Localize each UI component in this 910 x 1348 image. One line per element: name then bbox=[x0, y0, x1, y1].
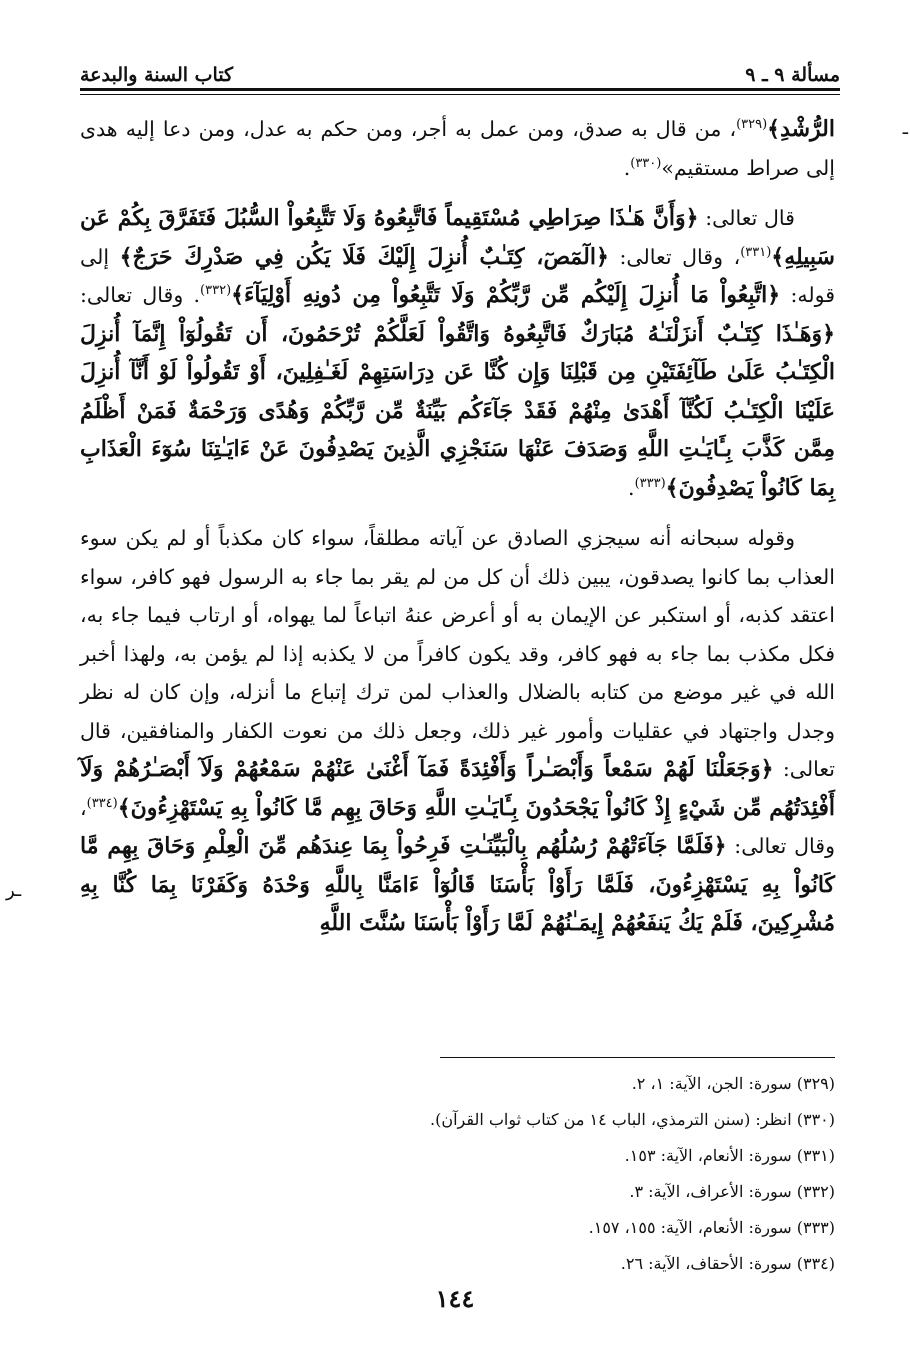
margin-mark: ـر bbox=[6, 880, 22, 901]
text-run: . وقال تعالى: bbox=[80, 283, 201, 307]
running-header bbox=[80, 52, 840, 86]
quran-quote: ﴿الٓمٓصٓ، كِتَـٰبٌ أُنزِلَ إِلَيْكَ فَلَا يَكُن فِي صَدْرِكَ حَرَجٌ﴾ bbox=[119, 243, 609, 270]
paragraph bbox=[80, 519, 835, 943]
footnotes bbox=[80, 1066, 835, 1282]
page-number: ١٤٤ bbox=[435, 1284, 475, 1313]
header-rule-thick bbox=[80, 88, 840, 91]
quran-quote: الرُّشْدِ﴾ bbox=[767, 116, 835, 142]
text-run: ، وقال تعالى: bbox=[608, 244, 741, 269]
quran-quote: ﴿وَأَنَّ هَـٰذَا صِرَاطِي مُسْتَقِيماً فَاتَّبِعُوهُ وَلَا تَتَّبِعُواْ السُّبُلَ فَتَفَرَّقَ بِكُمْ عَن سَبِيلِهِ﴾ bbox=[80, 205, 835, 270]
paragraph bbox=[80, 199, 835, 507]
paragraph bbox=[80, 110, 835, 187]
footnote-333: (٣٣٣) سورة: الأنعام، الآية: ١٥٥، ١٥٧. bbox=[588, 1218, 835, 1237]
margin-mark: ـ bbox=[902, 118, 908, 139]
footnote-332: (٣٣٢) سورة: الأعراف، الآية: ٣. bbox=[629, 1182, 835, 1201]
quran-quote: ﴿وَهَـٰذَا كِتَـٰبٌ أَنزَلْنَـٰهُ مُبَارَكٌ فَاتَّبِعُوهُ وَاتَّقُواْ لَعَلَّكُمْ تُرْحَمُونَ، أَن تَقُولُوٓاْ إِنَّمَآ أُنزِلَ الْكِتَـٰبُ عَلَىٰ طَآئِفَتَيْنِ مِن قَبْلِنَا وَإِن كُنَّا عَن دِرَاسَتِهِمْ لَغَـٰفِلِينَ، أَوْ تَقُولُواْ لَوْ أَنَّآ أُنزِلَ عَلَيْنَا الْكِتَـٰبُ لَكُنَّآ أَهْدَىٰ مِنْهُمْ فَقَدْ جَآءَكُم بَيِّنَةٌ مِّن رَّبِّكُمْ وَهُدًى وَرَحْمَةٌ فَمَنْ أَظْلَمُ مِمَّن كَذَّبَ بِـَٔايَـٰتِ اللَّهِ وَصَدَفَ عَنْهَا سَنَجْزِي الَّذِينَ يَصْدِفُونَ عَنْ ءَايَـٰتِنَا سُوٓءَ الْعَذَابِ بِمَا كَانُواْ يَصْدِفُونَ﴾ bbox=[80, 320, 835, 501]
text-run: قال تعالى: bbox=[698, 206, 795, 230]
book-title: كتاب السنة والبدعة bbox=[80, 64, 234, 86]
footnote-separator bbox=[440, 1057, 835, 1058]
text-run: ، من قال به صدق، ومن عمل به أجر، ومن حكم به عدل، ومن دعا إليه هدى إلى صراط مستقيم» bbox=[80, 117, 835, 180]
text-run: وقوله سبحانه أنه سيجزي الصادق عن آياته مطلقاً، سواء كان مكذباً أو لم يكن سوء العذاب بما كانوا يصدقون، يبين ذلك أن كل من لم يقر بما جاء به الرسول فهو كافر، سواء اعتقد كذبه، أو استكبر عن الإيمان به أو أعرض عنهُ اتباعاً لما يهواه، أو ارتاب فيما جاء به، فكل مكذب بما جاء به فهو كافر، وقد يكون كافراً من لا يكذبه إذا لم يؤمن به، ولهذا أخبر الله في غير موضع من كتابه بالضلال والعذاب لمن ترك إتباع ما أنزله، وإن كان له نظر وجدل واجتهاد في عقليات وأمور غير ذلك، وجعل ذلك من نعوت الكفار والمنافقين، قال تعالى: bbox=[80, 526, 835, 781]
text-run: . bbox=[623, 155, 631, 180]
header-rule-thin bbox=[80, 94, 840, 95]
quran-quote: ﴿اتَّبِعُواْ مَا أُنزِلَ إِلَيْكُم مِّن رَّبِّكُمْ وَلَا تَتَّبِعُواْ مِن دُونِهِ أَوْلِيَآءَ﴾ bbox=[231, 282, 781, 308]
quran-quote: ﴿وَجَعَلْنَا لَهُمْ سَمْعاً وَأَبْصَـٰراً وَأَفْئِدَةً فَمَآ أَغْنَىٰ عَنْهُمْ سَمْعُهُمْ وَلَآ أَبْصَـٰرُهُمْ وَلَآ أَفْئِدَتُهُم مِّن شَيْءٍ إِذْ كَانُواْ يَجْحَدُونَ بِـَٔايَـٰتِ اللَّهِ وَحَاقَ بِهِم مَّا كَانُواْ بِهِ يَسْتَهْزِءُونَ﴾ bbox=[80, 756, 835, 821]
footnote-ref: (٣٣٣) bbox=[634, 475, 666, 491]
quran-quote: ﴿فَلَمَّا جَآءَتْهُمْ رُسُلُهُم بِالْبَيِّنَـٰتِ فَرِحُواْ بِمَا عِندَهُم مِّنَ الْعِلْمِ وَحَاقَ بِهِم مَّا كَانُواْ بِهِ يَسْتَهْزِءُونَ، فَلَمَّا رَأَوْاْ بَأْسَنَا قَالُوٓاْ ءَامَنَّا بِاللَّهِ وَحْدَهُ وَكَفَرْنَا بِمَا كُنَّا بِهِ مُشْرِكِينَ، فَلَمْ يَكُ يَنفَعُهُمْ إِيمَـٰنُهُمْ لَمَّا رَأَوْاْ بَأْسَنَا سُنَّتَ اللَّهِ bbox=[80, 833, 835, 936]
footnote-ref: (٣٣٠) bbox=[630, 155, 662, 171]
footnote-ref: (٣٣٢) bbox=[200, 283, 232, 299]
text-run: ، وقال تعالى: bbox=[80, 795, 835, 858]
body-text bbox=[80, 110, 835, 955]
footnote-ref: (٣٢٩) bbox=[736, 117, 768, 133]
footnote-329: (٣٢٩) سورة: الجن، الآية: ١، ٢. bbox=[631, 1074, 835, 1093]
footnote-ref: (٣٣٤) bbox=[86, 795, 118, 811]
section-label: مسألة ٩ ـ ٩ bbox=[745, 64, 840, 86]
text-run: إلى قوله: bbox=[80, 244, 835, 307]
footnote-334: (٣٣٤) سورة: الأحقاف، الآية: ٢٦. bbox=[620, 1254, 835, 1273]
text-run: . bbox=[628, 475, 635, 500]
footnote-ref: (٣٣١) bbox=[740, 244, 772, 260]
footnote-330: (٣٣٠) انظر: (سنن الترمذي، الباب ١٤ من كتاب ثواب القرآن). bbox=[430, 1110, 835, 1129]
footnote-331: (٣٣١) سورة: الأنعام، الآية: ١٥٣. bbox=[624, 1146, 835, 1165]
